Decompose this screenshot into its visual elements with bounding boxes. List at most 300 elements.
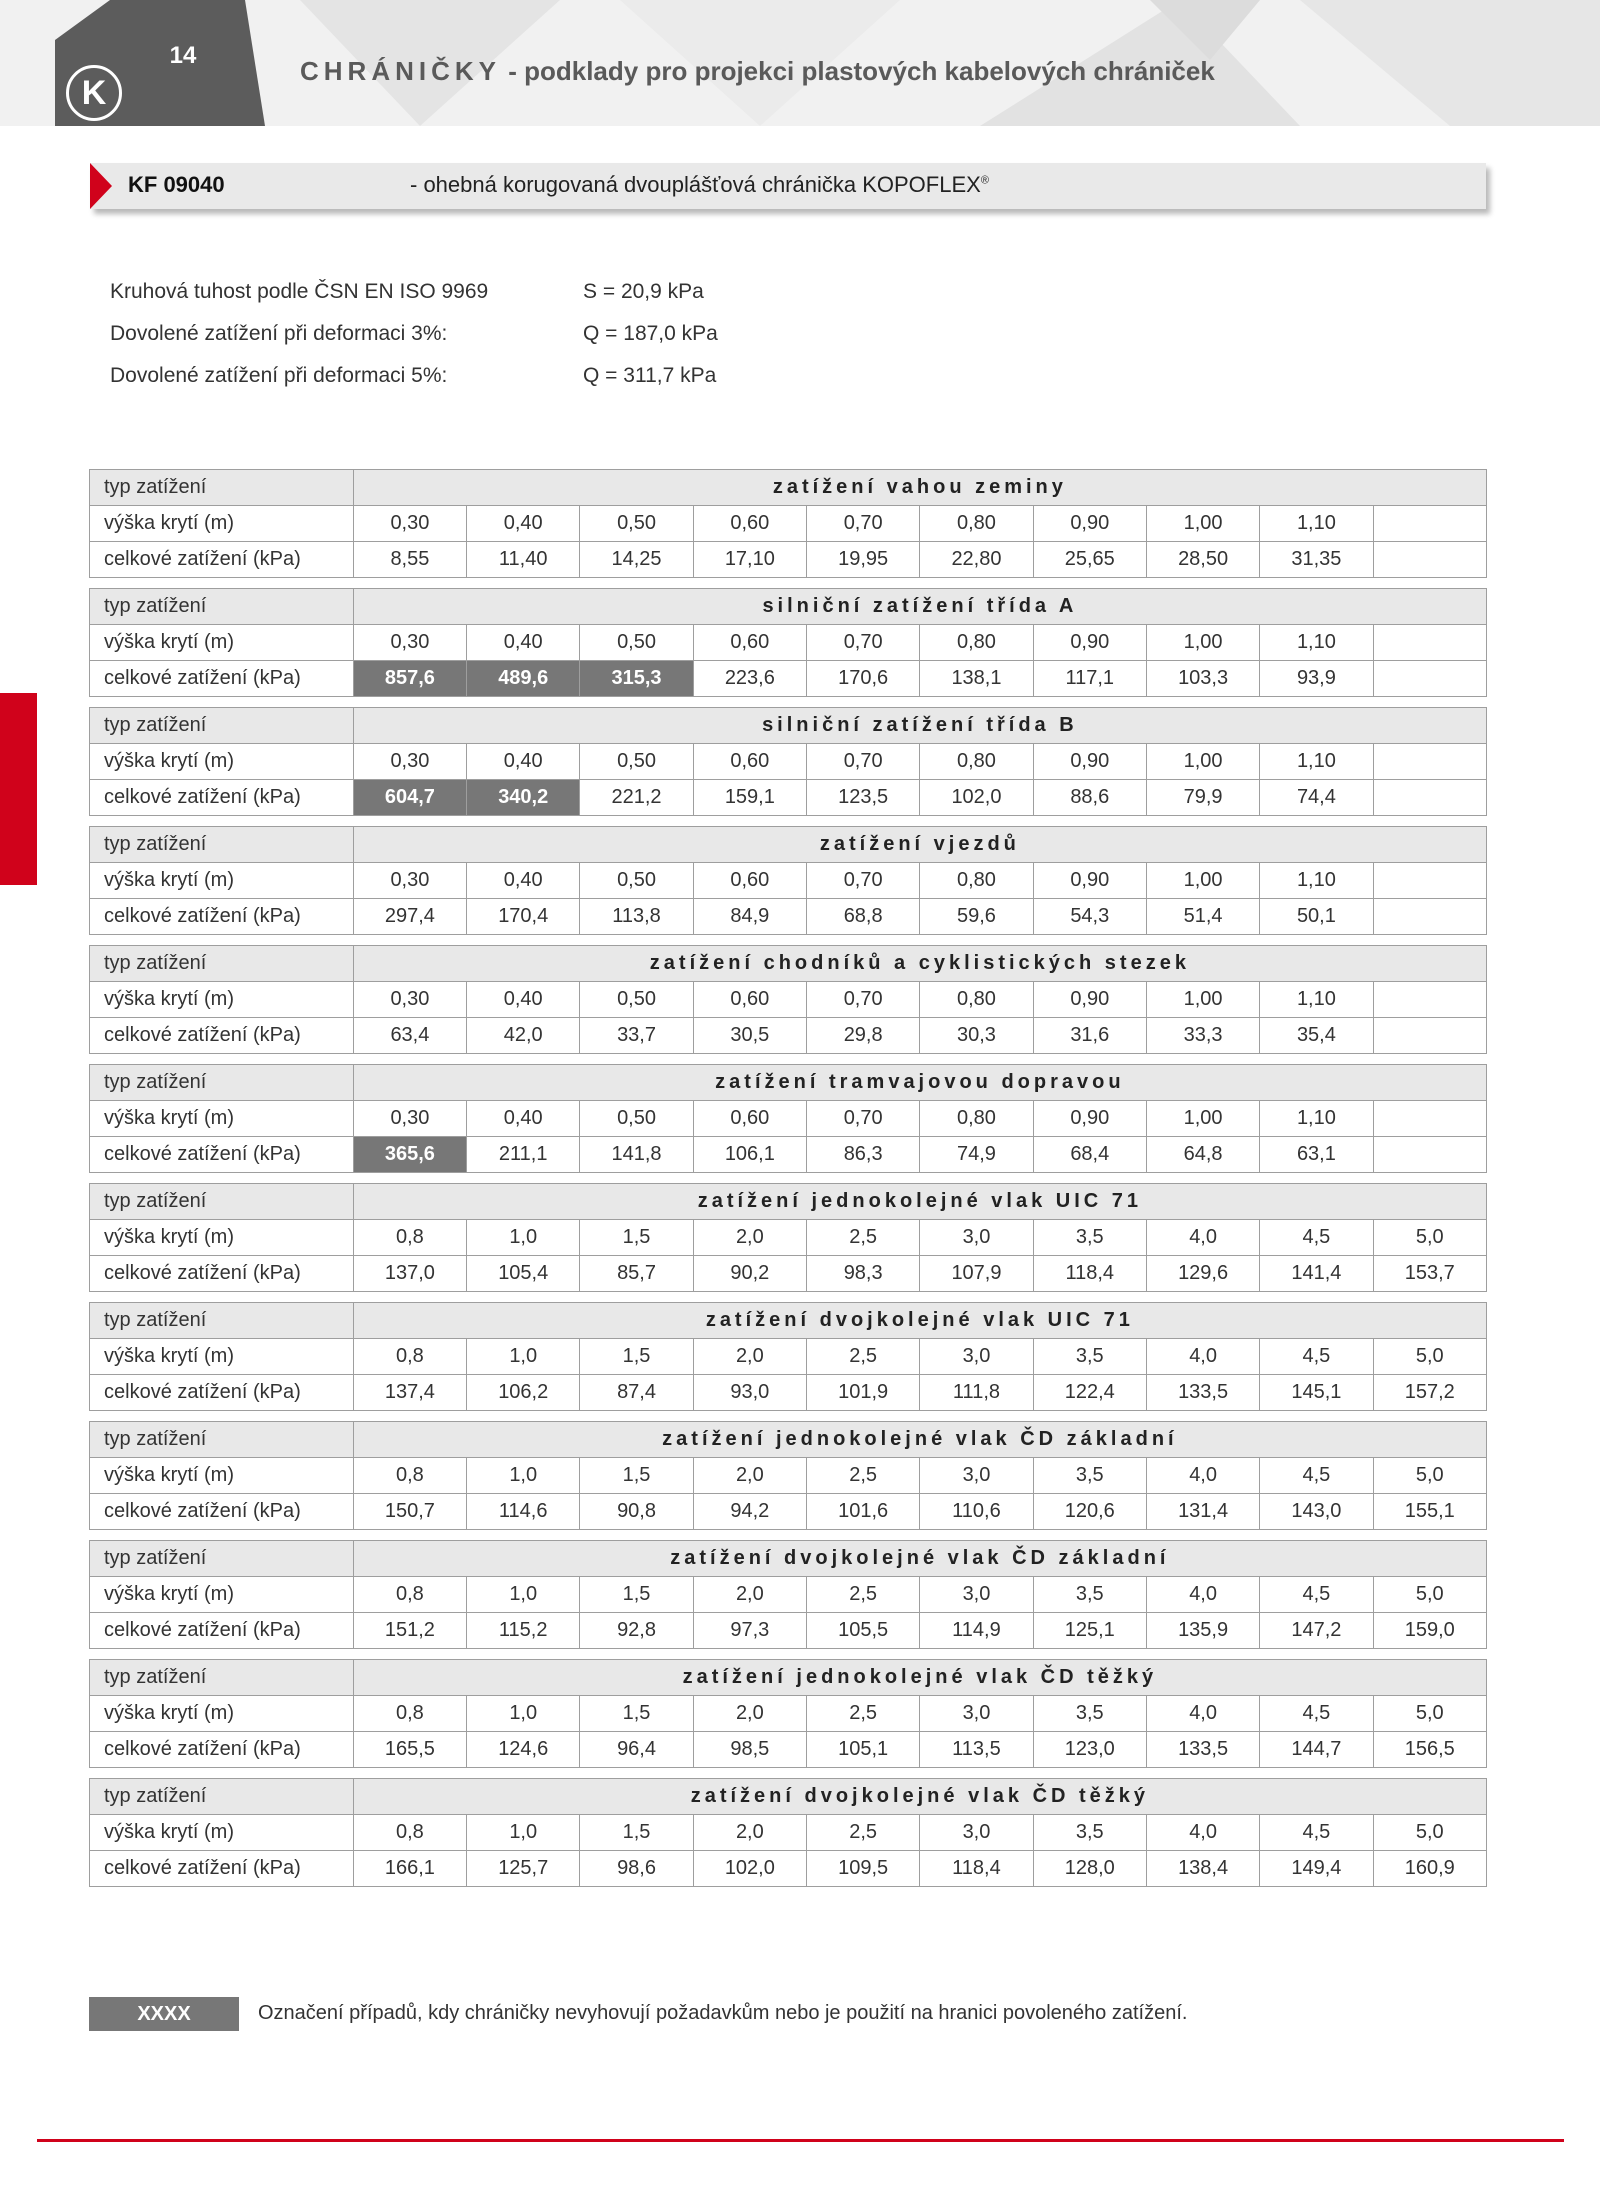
depth-cell: 2,5 bbox=[807, 1815, 920, 1851]
load-row bbox=[90, 780, 1487, 816]
depth-cell: 4,0 bbox=[1146, 1815, 1259, 1851]
load-cell: 30,5 bbox=[693, 1018, 806, 1054]
property-label: Kruhová tuhost podle ČSN EN ISO 9969 bbox=[110, 280, 489, 303]
depth-cell: 2,0 bbox=[693, 1696, 806, 1732]
section-title: zatížení vahou zeminy bbox=[353, 470, 1486, 506]
depth-cell: 2,0 bbox=[693, 1220, 806, 1256]
depth-cell: 4,0 bbox=[1146, 1339, 1259, 1375]
load-cell: 11,40 bbox=[467, 542, 580, 578]
depth-cell: 4,0 bbox=[1146, 1458, 1259, 1494]
load-row bbox=[90, 1732, 1487, 1768]
load-cell: 106,2 bbox=[467, 1375, 580, 1411]
load-cell: 114,6 bbox=[467, 1494, 580, 1530]
depth-cell: 1,00 bbox=[1146, 1101, 1259, 1137]
type-label: typ zatížení bbox=[90, 1422, 354, 1458]
load-cell-highlighted: 604,7 bbox=[353, 780, 466, 816]
load-cell: 74,4 bbox=[1260, 780, 1373, 816]
section-gap bbox=[90, 1292, 1487, 1303]
type-label: typ zatížení bbox=[90, 1065, 354, 1101]
page-tab bbox=[0, 0, 280, 126]
load-cell: 114,9 bbox=[920, 1613, 1033, 1649]
section-gap-cell bbox=[90, 1173, 1487, 1184]
depth-cell: 0,50 bbox=[580, 982, 693, 1018]
depth-cell: 5,0 bbox=[1373, 1577, 1486, 1613]
depth-cell: 3,0 bbox=[920, 1696, 1033, 1732]
load-cell: 157,2 bbox=[1373, 1375, 1486, 1411]
section-title: zatížení dvojkolejné vlak UIC 71 bbox=[353, 1303, 1486, 1339]
load-cell: 98,5 bbox=[693, 1732, 806, 1768]
type-label: typ zatížení bbox=[90, 1660, 354, 1696]
section-gap bbox=[90, 1768, 1487, 1779]
depth-cell: 0,80 bbox=[920, 744, 1033, 780]
section-gap bbox=[90, 816, 1487, 827]
depth-cell: 1,00 bbox=[1146, 744, 1259, 780]
load-cell: 17,10 bbox=[693, 542, 806, 578]
depth-cell: 5,0 bbox=[1373, 1696, 1486, 1732]
depth-cell: 3,5 bbox=[1033, 1458, 1146, 1494]
company-logo: K bbox=[66, 65, 122, 121]
depth-cell: 0,50 bbox=[580, 625, 693, 661]
property-row bbox=[110, 280, 810, 310]
load-cell: 141,4 bbox=[1260, 1256, 1373, 1292]
depth-cell: 0,80 bbox=[920, 863, 1033, 899]
depth-cell: 0,80 bbox=[920, 1101, 1033, 1137]
load-cell: 31,6 bbox=[1033, 1018, 1146, 1054]
load-cell: 101,9 bbox=[807, 1375, 920, 1411]
footer-line bbox=[37, 2139, 1564, 2142]
depth-cell: 0,80 bbox=[920, 506, 1033, 542]
load-label: celkové zatížení (kPa) bbox=[90, 1375, 354, 1411]
load-label: celkové zatížení (kPa) bbox=[90, 1018, 354, 1054]
depth-cell: 3,5 bbox=[1033, 1815, 1146, 1851]
load-cell: 106,1 bbox=[693, 1137, 806, 1173]
section-header-row bbox=[90, 827, 1487, 863]
load-cell: 123,5 bbox=[807, 780, 920, 816]
legend-marker: XXXX bbox=[89, 1997, 239, 2031]
depth-cell: 2,5 bbox=[807, 1458, 920, 1494]
depth-cell bbox=[1373, 1101, 1486, 1137]
load-cell: 105,5 bbox=[807, 1613, 920, 1649]
depth-cell: 0,50 bbox=[580, 744, 693, 780]
depth-cell: 0,40 bbox=[467, 506, 580, 542]
load-cell: 166,1 bbox=[353, 1851, 466, 1887]
load-cell: 118,4 bbox=[920, 1851, 1033, 1887]
section-gap-cell bbox=[90, 697, 1487, 708]
depth-cell: 0,70 bbox=[807, 625, 920, 661]
load-label: celkové zatížení (kPa) bbox=[90, 899, 354, 935]
property-row bbox=[110, 322, 810, 352]
load-cell: 33,3 bbox=[1146, 1018, 1259, 1054]
depth-cell: 0,80 bbox=[920, 982, 1033, 1018]
load-cell: 93,9 bbox=[1260, 661, 1373, 697]
section-gap bbox=[90, 1649, 1487, 1660]
load-label: celkové zatížení (kPa) bbox=[90, 542, 354, 578]
section-gap-cell bbox=[90, 1649, 1487, 1660]
depth-cell: 4,5 bbox=[1260, 1815, 1373, 1851]
load-cell: 87,4 bbox=[580, 1375, 693, 1411]
load-cell: 97,3 bbox=[693, 1613, 806, 1649]
load-cell: 137,4 bbox=[353, 1375, 466, 1411]
load-cell: 133,5 bbox=[1146, 1375, 1259, 1411]
depth-cell: 5,0 bbox=[1373, 1220, 1486, 1256]
load-cell: 31,35 bbox=[1260, 542, 1373, 578]
depth-cell: 0,30 bbox=[353, 744, 466, 780]
depth-cell: 1,0 bbox=[467, 1220, 580, 1256]
load-cell: 128,0 bbox=[1033, 1851, 1146, 1887]
depth-cell: 3,5 bbox=[1033, 1220, 1146, 1256]
load-cell-highlighted: 857,6 bbox=[353, 661, 466, 697]
load-cell-highlighted: 365,6 bbox=[353, 1137, 466, 1173]
load-label: celkové zatížení (kPa) bbox=[90, 1494, 354, 1530]
page-number: 14 bbox=[169, 42, 197, 69]
depth-row bbox=[90, 1815, 1487, 1851]
depth-cell: 1,5 bbox=[580, 1220, 693, 1256]
depth-cell: 0,90 bbox=[1033, 1101, 1146, 1137]
load-cell: 50,1 bbox=[1260, 899, 1373, 935]
depth-cell: 0,40 bbox=[467, 1101, 580, 1137]
section-gap bbox=[90, 935, 1487, 946]
depth-cell: 1,5 bbox=[580, 1577, 693, 1613]
depth-cell: 4,0 bbox=[1146, 1220, 1259, 1256]
depth-cell: 5,0 bbox=[1373, 1815, 1486, 1851]
load-row bbox=[90, 542, 1487, 578]
load-cell: 165,5 bbox=[353, 1732, 466, 1768]
depth-row bbox=[90, 1458, 1487, 1494]
depth-cell: 0,30 bbox=[353, 863, 466, 899]
load-cell: 117,1 bbox=[1033, 661, 1146, 697]
depth-cell: 3,0 bbox=[920, 1220, 1033, 1256]
section-header-row bbox=[90, 1065, 1487, 1101]
depth-cell: 0,70 bbox=[807, 506, 920, 542]
depth-cell: 2,0 bbox=[693, 1815, 806, 1851]
load-cell: 19,95 bbox=[807, 542, 920, 578]
depth-cell: 0,8 bbox=[353, 1815, 466, 1851]
depth-cell: 2,5 bbox=[807, 1577, 920, 1613]
depth-label: výška krytí (m) bbox=[90, 1101, 354, 1137]
load-cell: 105,4 bbox=[467, 1256, 580, 1292]
load-cell: 138,4 bbox=[1146, 1851, 1259, 1887]
load-cell: 149,4 bbox=[1260, 1851, 1373, 1887]
load-cell: 150,7 bbox=[353, 1494, 466, 1530]
depth-label: výška krytí (m) bbox=[90, 1458, 354, 1494]
product-arrow-icon bbox=[90, 163, 112, 209]
depth-cell: 0,70 bbox=[807, 982, 920, 1018]
depth-row bbox=[90, 625, 1487, 661]
depth-cell: 2,0 bbox=[693, 1577, 806, 1613]
depth-row bbox=[90, 1577, 1487, 1613]
depth-cell: 0,30 bbox=[353, 506, 466, 542]
load-cell: 211,1 bbox=[467, 1137, 580, 1173]
type-label: typ zatížení bbox=[90, 1184, 354, 1220]
load-cell: 102,0 bbox=[693, 1851, 806, 1887]
load-cell: 110,6 bbox=[920, 1494, 1033, 1530]
section-gap bbox=[90, 578, 1487, 589]
section-gap bbox=[90, 1530, 1487, 1541]
depth-label: výška krytí (m) bbox=[90, 863, 354, 899]
section-gap bbox=[90, 1411, 1487, 1422]
depth-cell: 0,40 bbox=[467, 744, 580, 780]
depth-cell bbox=[1373, 506, 1486, 542]
load-cell: 42,0 bbox=[467, 1018, 580, 1054]
section-header-row bbox=[90, 1779, 1487, 1815]
depth-cell: 3,5 bbox=[1033, 1696, 1146, 1732]
depth-row bbox=[90, 506, 1487, 542]
section-title: silniční zatížení třída B bbox=[353, 708, 1486, 744]
depth-cell: 0,90 bbox=[1033, 506, 1146, 542]
load-cell: 145,1 bbox=[1260, 1375, 1373, 1411]
load-cell: 101,6 bbox=[807, 1494, 920, 1530]
property-value: Q = 311,7 kPa bbox=[583, 364, 717, 387]
depth-cell bbox=[1373, 744, 1486, 780]
section-header-row bbox=[90, 1541, 1487, 1577]
depth-cell: 4,0 bbox=[1146, 1577, 1259, 1613]
section-gap-cell bbox=[90, 816, 1487, 827]
load-cell-highlighted: 489,6 bbox=[467, 661, 580, 697]
section-gap-cell bbox=[90, 578, 1487, 589]
depth-label: výška krytí (m) bbox=[90, 506, 354, 542]
load-cell: 156,5 bbox=[1373, 1732, 1486, 1768]
load-cell: 170,4 bbox=[467, 899, 580, 935]
load-cell: 64,8 bbox=[1146, 1137, 1259, 1173]
depth-cell: 1,10 bbox=[1260, 982, 1373, 1018]
load-cell: 84,9 bbox=[693, 899, 806, 935]
depth-cell: 0,70 bbox=[807, 1101, 920, 1137]
depth-cell: 0,8 bbox=[353, 1339, 466, 1375]
depth-cell: 4,5 bbox=[1260, 1696, 1373, 1732]
depth-cell: 0,40 bbox=[467, 982, 580, 1018]
property-value: S = 20,9 kPa bbox=[583, 280, 704, 303]
load-cell: 125,1 bbox=[1033, 1613, 1146, 1649]
load-label: celkové zatížení (kPa) bbox=[90, 1137, 354, 1173]
load-label: celkové zatížení (kPa) bbox=[90, 1613, 354, 1649]
depth-cell: 0,60 bbox=[693, 982, 806, 1018]
load-cell: 131,4 bbox=[1146, 1494, 1259, 1530]
depth-cell: 0,90 bbox=[1033, 982, 1146, 1018]
load-cell: 111,8 bbox=[920, 1375, 1033, 1411]
depth-cell: 1,00 bbox=[1146, 863, 1259, 899]
depth-cell: 0,60 bbox=[693, 863, 806, 899]
depth-cell: 0,50 bbox=[580, 506, 693, 542]
load-cell: 63,4 bbox=[353, 1018, 466, 1054]
depth-cell: 0,8 bbox=[353, 1220, 466, 1256]
depth-cell: 0,90 bbox=[1033, 863, 1146, 899]
depth-cell: 0,70 bbox=[807, 863, 920, 899]
depth-cell: 4,5 bbox=[1260, 1577, 1373, 1613]
depth-cell: 1,00 bbox=[1146, 506, 1259, 542]
load-cell: 109,5 bbox=[807, 1851, 920, 1887]
depth-cell: 3,0 bbox=[920, 1458, 1033, 1494]
load-label: celkové zatížení (kPa) bbox=[90, 1732, 354, 1768]
load-cell: 8,55 bbox=[353, 542, 466, 578]
load-cell: 160,9 bbox=[1373, 1851, 1486, 1887]
load-row bbox=[90, 1137, 1487, 1173]
depth-cell: 1,0 bbox=[467, 1458, 580, 1494]
load-cell-highlighted: 315,3 bbox=[580, 661, 693, 697]
load-cell: 221,2 bbox=[580, 780, 693, 816]
depth-label: výška krytí (m) bbox=[90, 744, 354, 780]
load-cell: 96,4 bbox=[580, 1732, 693, 1768]
load-cell: 151,2 bbox=[353, 1613, 466, 1649]
depth-cell: 2,5 bbox=[807, 1696, 920, 1732]
load-cell: 124,6 bbox=[467, 1732, 580, 1768]
depth-cell: 4,5 bbox=[1260, 1220, 1373, 1256]
depth-cell bbox=[1373, 982, 1486, 1018]
depth-cell: 2,0 bbox=[693, 1458, 806, 1494]
depth-row bbox=[90, 982, 1487, 1018]
load-cell: 123,0 bbox=[1033, 1732, 1146, 1768]
depth-label: výška krytí (m) bbox=[90, 625, 354, 661]
depth-cell: 1,10 bbox=[1260, 744, 1373, 780]
section-header-row bbox=[90, 470, 1487, 506]
section-gap bbox=[90, 1054, 1487, 1065]
section-gap-cell bbox=[90, 935, 1487, 946]
depth-cell bbox=[1373, 863, 1486, 899]
load-row bbox=[90, 661, 1487, 697]
type-label: typ zatížení bbox=[90, 946, 354, 982]
depth-cell: 0,30 bbox=[353, 625, 466, 661]
load-row bbox=[90, 899, 1487, 935]
load-cell: 25,65 bbox=[1033, 542, 1146, 578]
load-cell: 143,0 bbox=[1260, 1494, 1373, 1530]
load-cell: 159,0 bbox=[1373, 1613, 1486, 1649]
section-header-row bbox=[90, 1422, 1487, 1458]
load-label: celkové zatížení (kPa) bbox=[90, 1256, 354, 1292]
load-cell: 133,5 bbox=[1146, 1732, 1259, 1768]
section-header-row bbox=[90, 589, 1487, 625]
load-cell: 107,9 bbox=[920, 1256, 1033, 1292]
load-cell: 122,4 bbox=[1033, 1375, 1146, 1411]
load-row bbox=[90, 1613, 1487, 1649]
property-label: Dovolené zatížení při deformaci 5%: bbox=[110, 364, 448, 387]
depth-cell: 1,10 bbox=[1260, 506, 1373, 542]
depth-cell: 0,60 bbox=[693, 744, 806, 780]
load-cell: 153,7 bbox=[1373, 1256, 1486, 1292]
depth-cell: 0,8 bbox=[353, 1696, 466, 1732]
property-row bbox=[110, 364, 810, 394]
load-label: celkové zatížení (kPa) bbox=[90, 661, 354, 697]
depth-cell: 5,0 bbox=[1373, 1458, 1486, 1494]
section-gap bbox=[90, 697, 1487, 708]
load-cell: 223,6 bbox=[693, 661, 806, 697]
load-cell: 14,25 bbox=[580, 542, 693, 578]
load-cell: 98,6 bbox=[580, 1851, 693, 1887]
load-cell: 59,6 bbox=[920, 899, 1033, 935]
depth-cell: 1,10 bbox=[1260, 625, 1373, 661]
legend-text: Označení případů, kdy chráničky nevyhovují požadavkům nebo je použití na hranici povoleného zatížení. bbox=[258, 2002, 1188, 2024]
load-cell: 103,3 bbox=[1146, 661, 1259, 697]
load-cell: 28,50 bbox=[1146, 542, 1259, 578]
depth-cell: 0,60 bbox=[693, 625, 806, 661]
depth-cell: 0,8 bbox=[353, 1458, 466, 1494]
depth-cell: 1,5 bbox=[580, 1815, 693, 1851]
section-gap bbox=[90, 1173, 1487, 1184]
depth-cell: 1,00 bbox=[1146, 625, 1259, 661]
depth-cell: 1,10 bbox=[1260, 863, 1373, 899]
depth-row bbox=[90, 1696, 1487, 1732]
depth-cell: 2,5 bbox=[807, 1339, 920, 1375]
depth-cell: 3,5 bbox=[1033, 1577, 1146, 1613]
depth-cell: 1,5 bbox=[580, 1458, 693, 1494]
load-cell: 88,6 bbox=[1033, 780, 1146, 816]
depth-cell: 4,5 bbox=[1260, 1339, 1373, 1375]
depth-cell: 0,80 bbox=[920, 625, 1033, 661]
section-title: silniční zatížení třída A bbox=[353, 589, 1486, 625]
depth-cell: 5,0 bbox=[1373, 1339, 1486, 1375]
depth-row bbox=[90, 1101, 1487, 1137]
product-code: KF 09040 bbox=[128, 172, 225, 197]
section-title: zatížení dvojkolejné vlak ČD základní bbox=[353, 1541, 1486, 1577]
load-cell: 22,80 bbox=[920, 542, 1033, 578]
depth-cell: 2,5 bbox=[807, 1220, 920, 1256]
load-cell: 30,3 bbox=[920, 1018, 1033, 1054]
load-cell: 297,4 bbox=[353, 899, 466, 935]
load-cell: 155,1 bbox=[1373, 1494, 1486, 1530]
depth-cell: 0,30 bbox=[353, 1101, 466, 1137]
load-cell: 79,9 bbox=[1146, 780, 1259, 816]
header-band bbox=[0, 0, 1600, 126]
depth-cell: 3,0 bbox=[920, 1577, 1033, 1613]
type-label: typ zatížení bbox=[90, 708, 354, 744]
load-cell: 35,4 bbox=[1260, 1018, 1373, 1054]
load-cell: 93,0 bbox=[693, 1375, 806, 1411]
load-cell: 102,0 bbox=[920, 780, 1033, 816]
load-cell: 170,6 bbox=[807, 661, 920, 697]
section-title: zatížení dvojkolejné vlak ČD těžký bbox=[353, 1779, 1486, 1815]
depth-cell: 3,5 bbox=[1033, 1339, 1146, 1375]
depth-cell: 3,0 bbox=[920, 1339, 1033, 1375]
depth-cell: 3,0 bbox=[920, 1815, 1033, 1851]
load-cell bbox=[1373, 542, 1486, 578]
load-row bbox=[90, 1256, 1487, 1292]
depth-cell: 4,5 bbox=[1260, 1458, 1373, 1494]
load-table bbox=[89, 469, 1487, 1887]
depth-cell: 0,90 bbox=[1033, 744, 1146, 780]
depth-cell: 0,50 bbox=[580, 863, 693, 899]
side-marker bbox=[0, 693, 37, 885]
load-cell: 63,1 bbox=[1260, 1137, 1373, 1173]
section-title: zatížení jednokolejné vlak UIC 71 bbox=[353, 1184, 1486, 1220]
depth-cell: 2,0 bbox=[693, 1339, 806, 1375]
load-cell: 33,7 bbox=[580, 1018, 693, 1054]
type-label: typ zatížení bbox=[90, 470, 354, 506]
section-title: zatížení tramvajovou dopravou bbox=[353, 1065, 1486, 1101]
load-cell: 141,8 bbox=[580, 1137, 693, 1173]
load-row bbox=[90, 1018, 1487, 1054]
section-gap-cell bbox=[90, 1411, 1487, 1422]
section-gap-cell bbox=[90, 1054, 1487, 1065]
section-gap-cell bbox=[90, 1292, 1487, 1303]
load-cell: 105,1 bbox=[807, 1732, 920, 1768]
load-cell: 137,0 bbox=[353, 1256, 466, 1292]
load-cell: 113,5 bbox=[920, 1732, 1033, 1768]
type-label: typ zatížení bbox=[90, 827, 354, 863]
section-header-row bbox=[90, 1184, 1487, 1220]
depth-row bbox=[90, 863, 1487, 899]
depth-cell: 0,30 bbox=[353, 982, 466, 1018]
load-cell: 147,2 bbox=[1260, 1613, 1373, 1649]
load-cell: 120,6 bbox=[1033, 1494, 1146, 1530]
load-label: celkové zatížení (kPa) bbox=[90, 1851, 354, 1887]
depth-cell: 1,10 bbox=[1260, 1101, 1373, 1137]
section-title: zatížení vjezdů bbox=[353, 827, 1486, 863]
registered-mark: ® bbox=[980, 174, 989, 187]
depth-cell: 0,60 bbox=[693, 1101, 806, 1137]
section-gap-cell bbox=[90, 1768, 1487, 1779]
section-title: zatížení chodníků a cyklistických stezek bbox=[353, 946, 1486, 982]
load-label: celkové zatížení (kPa) bbox=[90, 780, 354, 816]
load-cell bbox=[1373, 661, 1486, 697]
load-cell bbox=[1373, 1018, 1486, 1054]
